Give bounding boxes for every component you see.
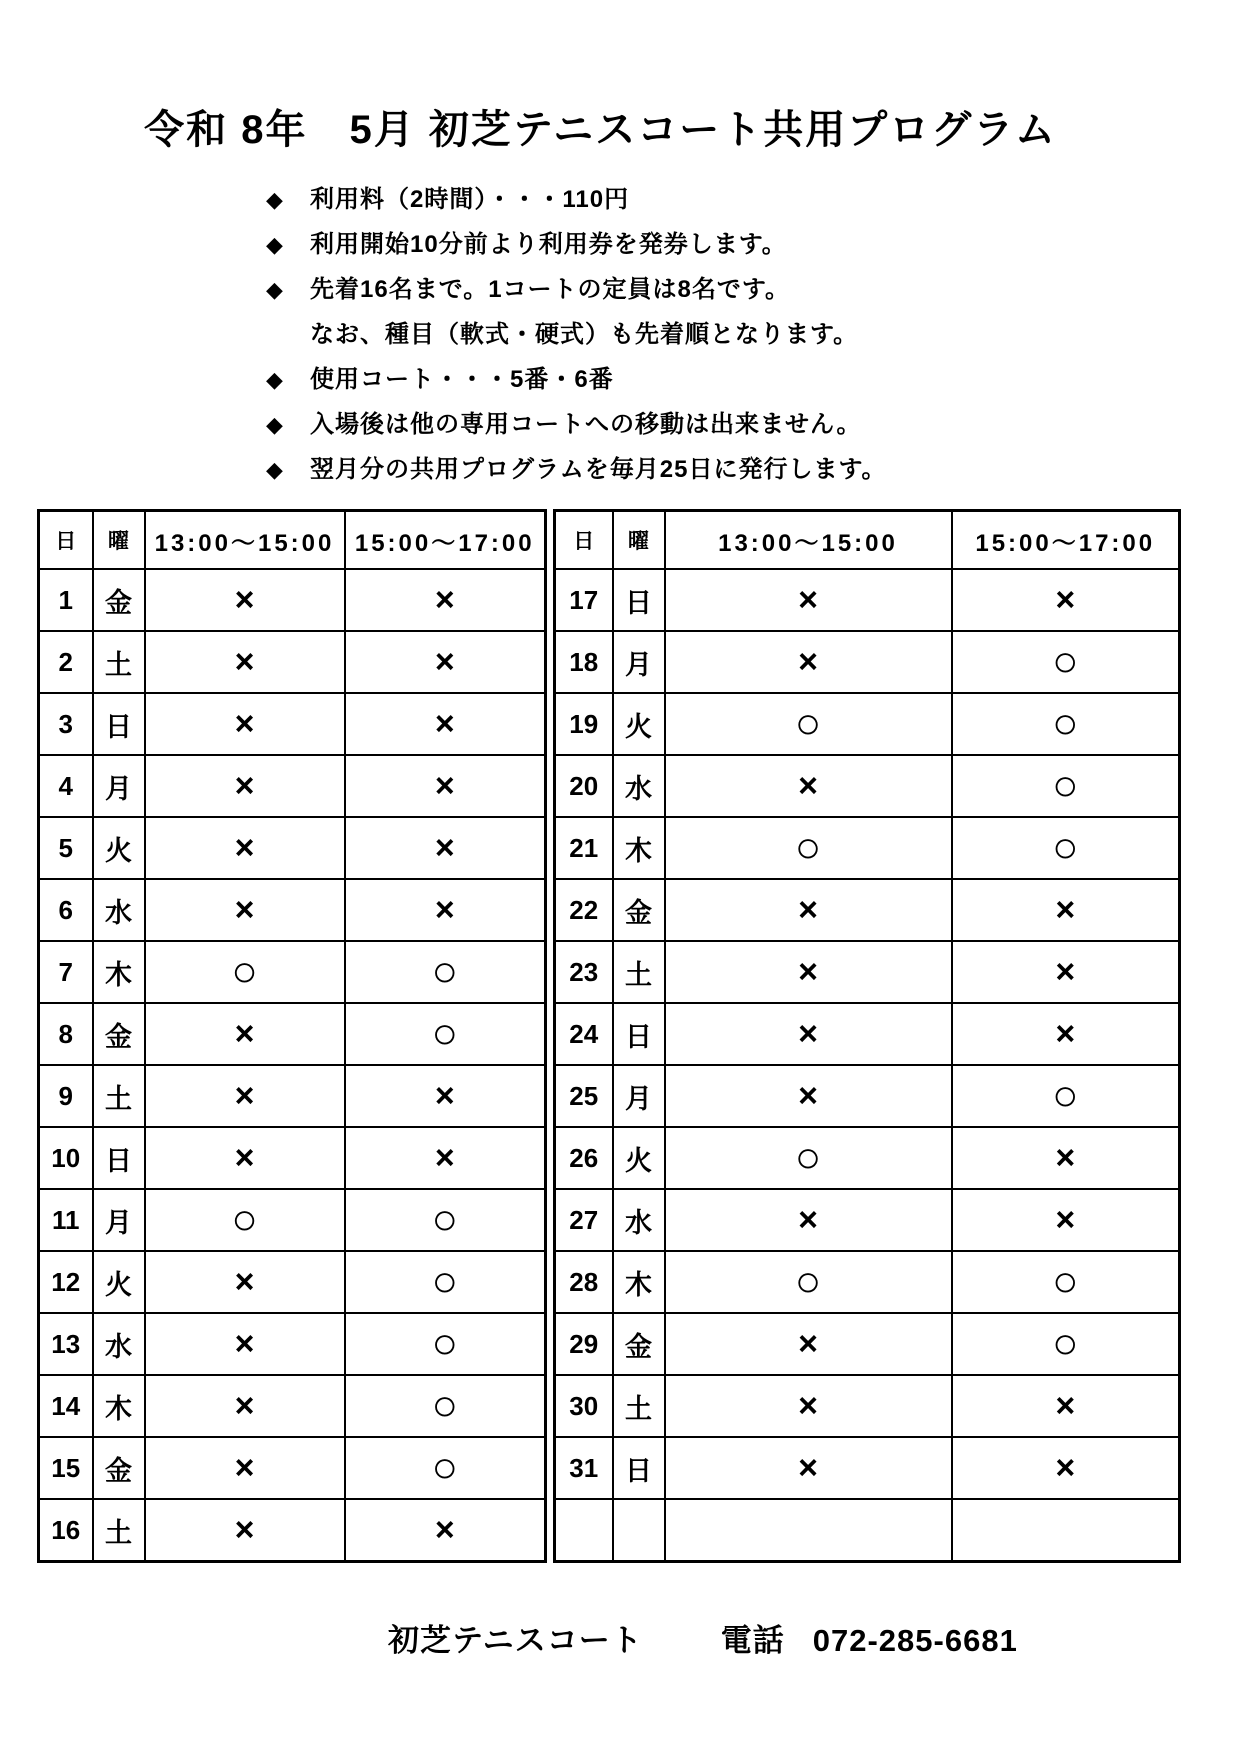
table-row	[39, 941, 546, 1003]
slot1-availability-cell: ○	[665, 1127, 952, 1189]
note-text: 利用料（2時間）・・・110円	[310, 186, 630, 213]
weekday-cell: 土	[93, 1065, 145, 1127]
slot2-availability-cell: ×	[952, 1375, 1180, 1437]
day-cell: 6	[39, 879, 93, 941]
slot1-availability-cell: ×	[665, 569, 952, 631]
weekday-cell: 水	[613, 755, 665, 817]
weekday-cell: 月	[93, 755, 145, 817]
note-item	[266, 275, 1241, 305]
slot2-availability-cell: ×	[952, 1003, 1180, 1065]
slot2-availability-cell: ×	[952, 879, 1180, 941]
phone-label: 電話	[720, 1623, 785, 1658]
slot2-availability-cell: ○	[952, 1251, 1180, 1313]
table-row	[39, 879, 546, 941]
day-cell: 17	[555, 569, 613, 631]
diamond-bullet-icon: ◆	[266, 232, 283, 257]
table-row	[39, 1375, 546, 1437]
slot1-availability-cell: ×	[665, 631, 952, 693]
notes-list	[266, 185, 1241, 485]
weekday-cell: 金	[93, 569, 145, 631]
slot2-availability-cell: ○	[952, 1065, 1180, 1127]
slot1-availability-cell: ×	[665, 879, 952, 941]
weekday-cell: 土	[613, 1375, 665, 1437]
table-row	[555, 1003, 1180, 1065]
table-row	[39, 569, 546, 631]
note-text: 翌月分の共用プログラムを毎月25日に発行します。	[310, 456, 887, 483]
slot2-availability-cell: ×	[345, 1127, 546, 1189]
slot2-availability-cell: ○	[345, 1003, 546, 1065]
note-item	[266, 185, 1241, 215]
slot1-availability-cell: ×	[665, 1313, 952, 1375]
schedule-table-days-17-31	[553, 509, 1181, 1563]
slot1-availability-cell: ○	[145, 1189, 345, 1251]
phone-number: 072-285-6681	[812, 1623, 1018, 1658]
note-item	[266, 230, 1241, 260]
note-text: 入場後は他の専用コートへの移動は出来ません。	[310, 411, 862, 438]
day-cell: 25	[555, 1065, 613, 1127]
schedule-tables	[37, 509, 1241, 1563]
note-item	[266, 410, 1241, 440]
weekday-cell: 月	[93, 1189, 145, 1251]
weekday-cell: 火	[613, 693, 665, 755]
day-cell	[555, 1499, 613, 1562]
slot1-availability-cell: ×	[145, 1499, 345, 1562]
slot2-availability-cell: ○	[952, 817, 1180, 879]
table-row	[555, 941, 1180, 1003]
day-cell: 29	[555, 1313, 613, 1375]
table-row	[555, 817, 1180, 879]
weekday-cell: 土	[93, 631, 145, 693]
weekday-cell: 木	[93, 941, 145, 1003]
table-row	[39, 1437, 546, 1499]
day-cell: 18	[555, 631, 613, 693]
table-row	[39, 1127, 546, 1189]
slot1-availability-cell: ×	[145, 817, 345, 879]
column-header-slot2: 15:00〜17:00	[952, 511, 1180, 570]
column-header-weekday: 曜	[93, 511, 145, 570]
day-cell: 20	[555, 755, 613, 817]
slot2-availability-cell	[952, 1499, 1180, 1562]
day-cell: 19	[555, 693, 613, 755]
slot1-availability-cell: ○	[665, 1251, 952, 1313]
slot2-availability-cell: ×	[345, 693, 546, 755]
slot1-availability-cell: ×	[145, 1313, 345, 1375]
table-row	[555, 1437, 1180, 1499]
slot2-availability-cell: ×	[952, 941, 1180, 1003]
slot2-availability-cell: ○	[952, 631, 1180, 693]
slot1-availability-cell: ×	[145, 1127, 345, 1189]
table-row	[555, 1499, 1180, 1562]
weekday-cell: 月	[613, 1065, 665, 1127]
footer	[388, 1615, 1241, 1660]
column-header-slot2: 15:00〜17:00	[345, 511, 546, 570]
diamond-bullet-icon: ◆	[266, 187, 283, 212]
weekday-cell: 土	[93, 1499, 145, 1562]
slot1-availability-cell	[665, 1499, 952, 1562]
note-item	[266, 455, 1241, 485]
day-cell: 13	[39, 1313, 93, 1375]
slot2-availability-cell: ×	[345, 1499, 546, 1562]
column-header-day: 日	[39, 511, 93, 570]
day-cell: 12	[39, 1251, 93, 1313]
diamond-bullet-icon: ◆	[266, 457, 283, 482]
slot1-availability-cell: ×	[145, 1375, 345, 1437]
slot1-availability-cell: ×	[145, 569, 345, 631]
weekday-cell: 金	[613, 879, 665, 941]
weekday-cell: 火	[613, 1127, 665, 1189]
day-cell: 14	[39, 1375, 93, 1437]
table-row	[555, 1375, 1180, 1437]
page-title: 令和 8年 5月 初芝テニスコート共用プログラム	[144, 108, 1057, 152]
column-header-slot1: 13:00〜15:00	[665, 511, 952, 570]
column-header-day: 日	[555, 511, 613, 570]
day-cell: 1	[39, 569, 93, 631]
table-row	[555, 755, 1180, 817]
weekday-cell: 木	[613, 1251, 665, 1313]
slot2-availability-cell: ○	[345, 1251, 546, 1313]
diamond-bullet-icon: ◆	[266, 412, 283, 437]
day-cell: 27	[555, 1189, 613, 1251]
day-cell: 7	[39, 941, 93, 1003]
note-text: なお、種目（軟式・硬式）も先着順となります。	[310, 321, 859, 348]
table-row	[39, 1251, 546, 1313]
day-cell: 2	[39, 631, 93, 693]
note-item-continuation	[266, 320, 1241, 350]
slot2-availability-cell: ○	[345, 1437, 546, 1499]
slot1-availability-cell: ○	[665, 693, 952, 755]
table-row	[39, 693, 546, 755]
diamond-bullet-icon: ◆	[266, 277, 283, 302]
table-row	[39, 755, 546, 817]
slot1-availability-cell: ×	[665, 1375, 952, 1437]
schedule-table-days-1-16	[37, 509, 547, 1563]
slot1-availability-cell: ×	[145, 755, 345, 817]
slot1-availability-cell: ×	[665, 941, 952, 1003]
slot2-availability-cell: ×	[345, 755, 546, 817]
weekday-cell: 日	[613, 1437, 665, 1499]
slot2-availability-cell: ○	[952, 693, 1180, 755]
table-row	[555, 631, 1180, 693]
slot1-availability-cell: ○	[665, 817, 952, 879]
day-cell: 30	[555, 1375, 613, 1437]
slot2-availability-cell: ○	[952, 1313, 1180, 1375]
slot2-availability-cell: ×	[345, 1065, 546, 1127]
day-cell: 21	[555, 817, 613, 879]
day-cell: 22	[555, 879, 613, 941]
day-cell: 23	[555, 941, 613, 1003]
table-header-row	[555, 511, 1180, 570]
slot2-availability-cell: ○	[345, 941, 546, 1003]
slot1-availability-cell: ×	[145, 1251, 345, 1313]
day-cell: 4	[39, 755, 93, 817]
table-row	[555, 1251, 1180, 1313]
day-cell: 24	[555, 1003, 613, 1065]
day-cell: 15	[39, 1437, 93, 1499]
weekday-cell: 土	[613, 941, 665, 1003]
note-text: 使用コート・・・5番・6番	[310, 366, 614, 393]
note-item	[266, 365, 1241, 395]
column-header-weekday: 曜	[613, 511, 665, 570]
slot1-availability-cell: ×	[145, 693, 345, 755]
slot1-availability-cell: ×	[665, 1189, 952, 1251]
weekday-cell: 金	[93, 1003, 145, 1065]
day-cell: 28	[555, 1251, 613, 1313]
table-row	[39, 1313, 546, 1375]
slot2-availability-cell: ○	[345, 1313, 546, 1375]
table-row	[39, 1499, 546, 1562]
slot1-availability-cell: ×	[145, 1065, 345, 1127]
table-row	[555, 1313, 1180, 1375]
column-header-slot1: 13:00〜15:00	[145, 511, 345, 570]
slot1-availability-cell: ×	[665, 1065, 952, 1127]
weekday-cell: 月	[613, 631, 665, 693]
weekday-cell	[613, 1499, 665, 1562]
table-row	[39, 1189, 546, 1251]
weekday-cell: 水	[613, 1189, 665, 1251]
day-cell: 11	[39, 1189, 93, 1251]
facility-name: 初芝テニスコート	[388, 1623, 643, 1658]
slot2-availability-cell: ×	[952, 1189, 1180, 1251]
weekday-cell: 金	[613, 1313, 665, 1375]
slot2-availability-cell: ×	[952, 1127, 1180, 1189]
table-row	[555, 1189, 1180, 1251]
table-header-row	[39, 511, 546, 570]
slot2-availability-cell: ○	[952, 755, 1180, 817]
day-cell: 31	[555, 1437, 613, 1499]
weekday-cell: 日	[613, 569, 665, 631]
day-cell: 3	[39, 693, 93, 755]
weekday-cell: 日	[93, 1127, 145, 1189]
slot1-availability-cell: ×	[665, 755, 952, 817]
weekday-cell: 水	[93, 879, 145, 941]
weekday-cell: 日	[93, 693, 145, 755]
slot1-availability-cell: ×	[665, 1437, 952, 1499]
slot1-availability-cell: ×	[145, 1003, 345, 1065]
weekday-cell: 日	[613, 1003, 665, 1065]
day-cell: 10	[39, 1127, 93, 1189]
diamond-bullet-icon: ◆	[266, 367, 283, 392]
slot1-availability-cell: ×	[145, 879, 345, 941]
table-row	[555, 569, 1180, 631]
table-row	[555, 1127, 1180, 1189]
slot2-availability-cell: ×	[345, 631, 546, 693]
weekday-cell: 水	[93, 1313, 145, 1375]
table-row	[555, 1065, 1180, 1127]
slot2-availability-cell: ×	[952, 1437, 1180, 1499]
slot1-availability-cell: ×	[145, 631, 345, 693]
weekday-cell: 金	[93, 1437, 145, 1499]
slot2-availability-cell: ○	[345, 1189, 546, 1251]
slot2-availability-cell: ×	[345, 817, 546, 879]
day-cell: 16	[39, 1499, 93, 1562]
weekday-cell: 火	[93, 817, 145, 879]
note-text: 先着16名まで。1コートの定員は8名です。	[310, 276, 790, 303]
table-row	[39, 1065, 546, 1127]
table-row	[39, 817, 546, 879]
table-row	[555, 879, 1180, 941]
slot2-availability-cell: ○	[345, 1375, 546, 1437]
day-cell: 9	[39, 1065, 93, 1127]
slot2-availability-cell: ×	[345, 569, 546, 631]
note-text: 利用開始10分前より利用券を発券します。	[310, 231, 787, 258]
weekday-cell: 木	[613, 817, 665, 879]
day-cell: 26	[555, 1127, 613, 1189]
weekday-cell: 木	[93, 1375, 145, 1437]
table-row	[555, 693, 1180, 755]
day-cell: 8	[39, 1003, 93, 1065]
slot1-availability-cell: ×	[665, 1003, 952, 1065]
day-cell: 5	[39, 817, 93, 879]
slot2-availability-cell: ×	[345, 879, 546, 941]
slot1-availability-cell: ○	[145, 941, 345, 1003]
table-row	[39, 631, 546, 693]
slot1-availability-cell: ×	[145, 1437, 345, 1499]
slot2-availability-cell: ×	[952, 569, 1180, 631]
table-row	[39, 1003, 546, 1065]
weekday-cell: 火	[93, 1251, 145, 1313]
